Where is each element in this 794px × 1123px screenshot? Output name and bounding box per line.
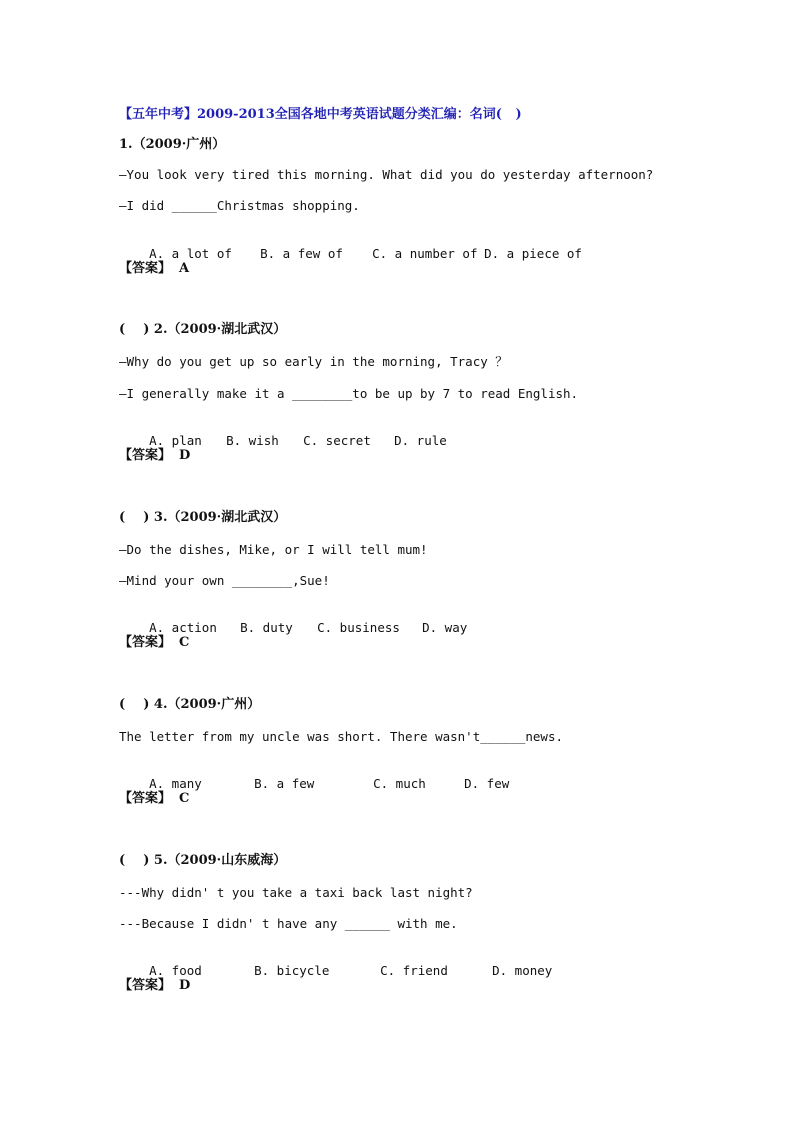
question-5-header: ( ) 5.（2009·山东威海） [119, 853, 287, 868]
option-d: D. way [422, 620, 468, 635]
option-b: B. wish [226, 433, 279, 448]
option-b: B. duty [240, 620, 293, 635]
answer-label: 【答案】 [119, 635, 172, 650]
option-b: B. bicycle [254, 963, 330, 978]
question-2-answer [119, 448, 190, 464]
option-c: C. a number of [372, 246, 478, 261]
question-1-answer [119, 261, 189, 277]
question-5-line-1: ---Why didn' t you take a taxi back last night? [119, 885, 473, 900]
option-c: C. secret [303, 433, 371, 448]
question-2-header: ( ) 2.（2009·湖北武汉） [119, 322, 287, 337]
option-c: C. much [373, 776, 426, 791]
question-4-header: ( ) 4.（2009·广州） [119, 697, 261, 712]
document-title: 【五年中考】2009-2013全国各地中考英语试题分类汇编：名词( ) [119, 107, 522, 122]
question-3-answer [119, 635, 189, 651]
question-5-line-2: ---Because I didn' t have any ______ with me. [119, 916, 458, 931]
answer-value: C [179, 791, 190, 806]
question-2-line-1: —Why do you get up so early in the morning, Tracy ？ [119, 354, 508, 369]
answer-value: D [179, 448, 191, 463]
question-4-answer [119, 791, 189, 807]
question-3-header: ( ) 3.（2009·湖北武汉） [119, 510, 287, 525]
option-d: D. few [464, 776, 510, 791]
answer-label: 【答案】 [119, 791, 172, 806]
question-5-answer [119, 978, 190, 994]
option-b: B. a few of [260, 246, 343, 261]
answer-value: A [179, 261, 190, 276]
option-b: B. a few [254, 776, 315, 791]
option-d: D. money [492, 963, 553, 978]
question-2-line-2: —I generally make it a ________to be up by 7 to read English. [119, 386, 579, 401]
answer-value: D [179, 978, 191, 993]
option-a: A. action [149, 620, 217, 635]
option-c: C. friend [380, 963, 448, 978]
answer-label: 【答案】 [119, 261, 172, 276]
option-d: D. rule [394, 433, 447, 448]
answer-value: C [179, 635, 190, 650]
option-a: A. plan [149, 433, 202, 448]
option-a: A. food [149, 963, 202, 978]
answer-label: 【答案】 [119, 448, 172, 463]
question-4-line-1: The letter from my uncle was short. There wasn't______news. [119, 729, 564, 744]
option-a: A. a lot of [149, 246, 232, 261]
question-1-line-1: —You look very tired this morning. What did you do yesterday afternoon? [119, 167, 654, 182]
answer-label: 【答案】 [119, 978, 172, 993]
question-3-line-1: —Do the dishes, Mike, or I will tell mum! [119, 542, 428, 557]
question-1-header: 1.（2009·广州） [119, 137, 226, 152]
option-a: A. many [149, 776, 202, 791]
question-3-line-2: —Mind your own ________,Sue! [119, 573, 330, 588]
question-1-line-2: —I did ______Christmas shopping. [119, 198, 360, 213]
option-d: D. a piece of [484, 246, 582, 261]
option-c: C. business [317, 620, 400, 635]
